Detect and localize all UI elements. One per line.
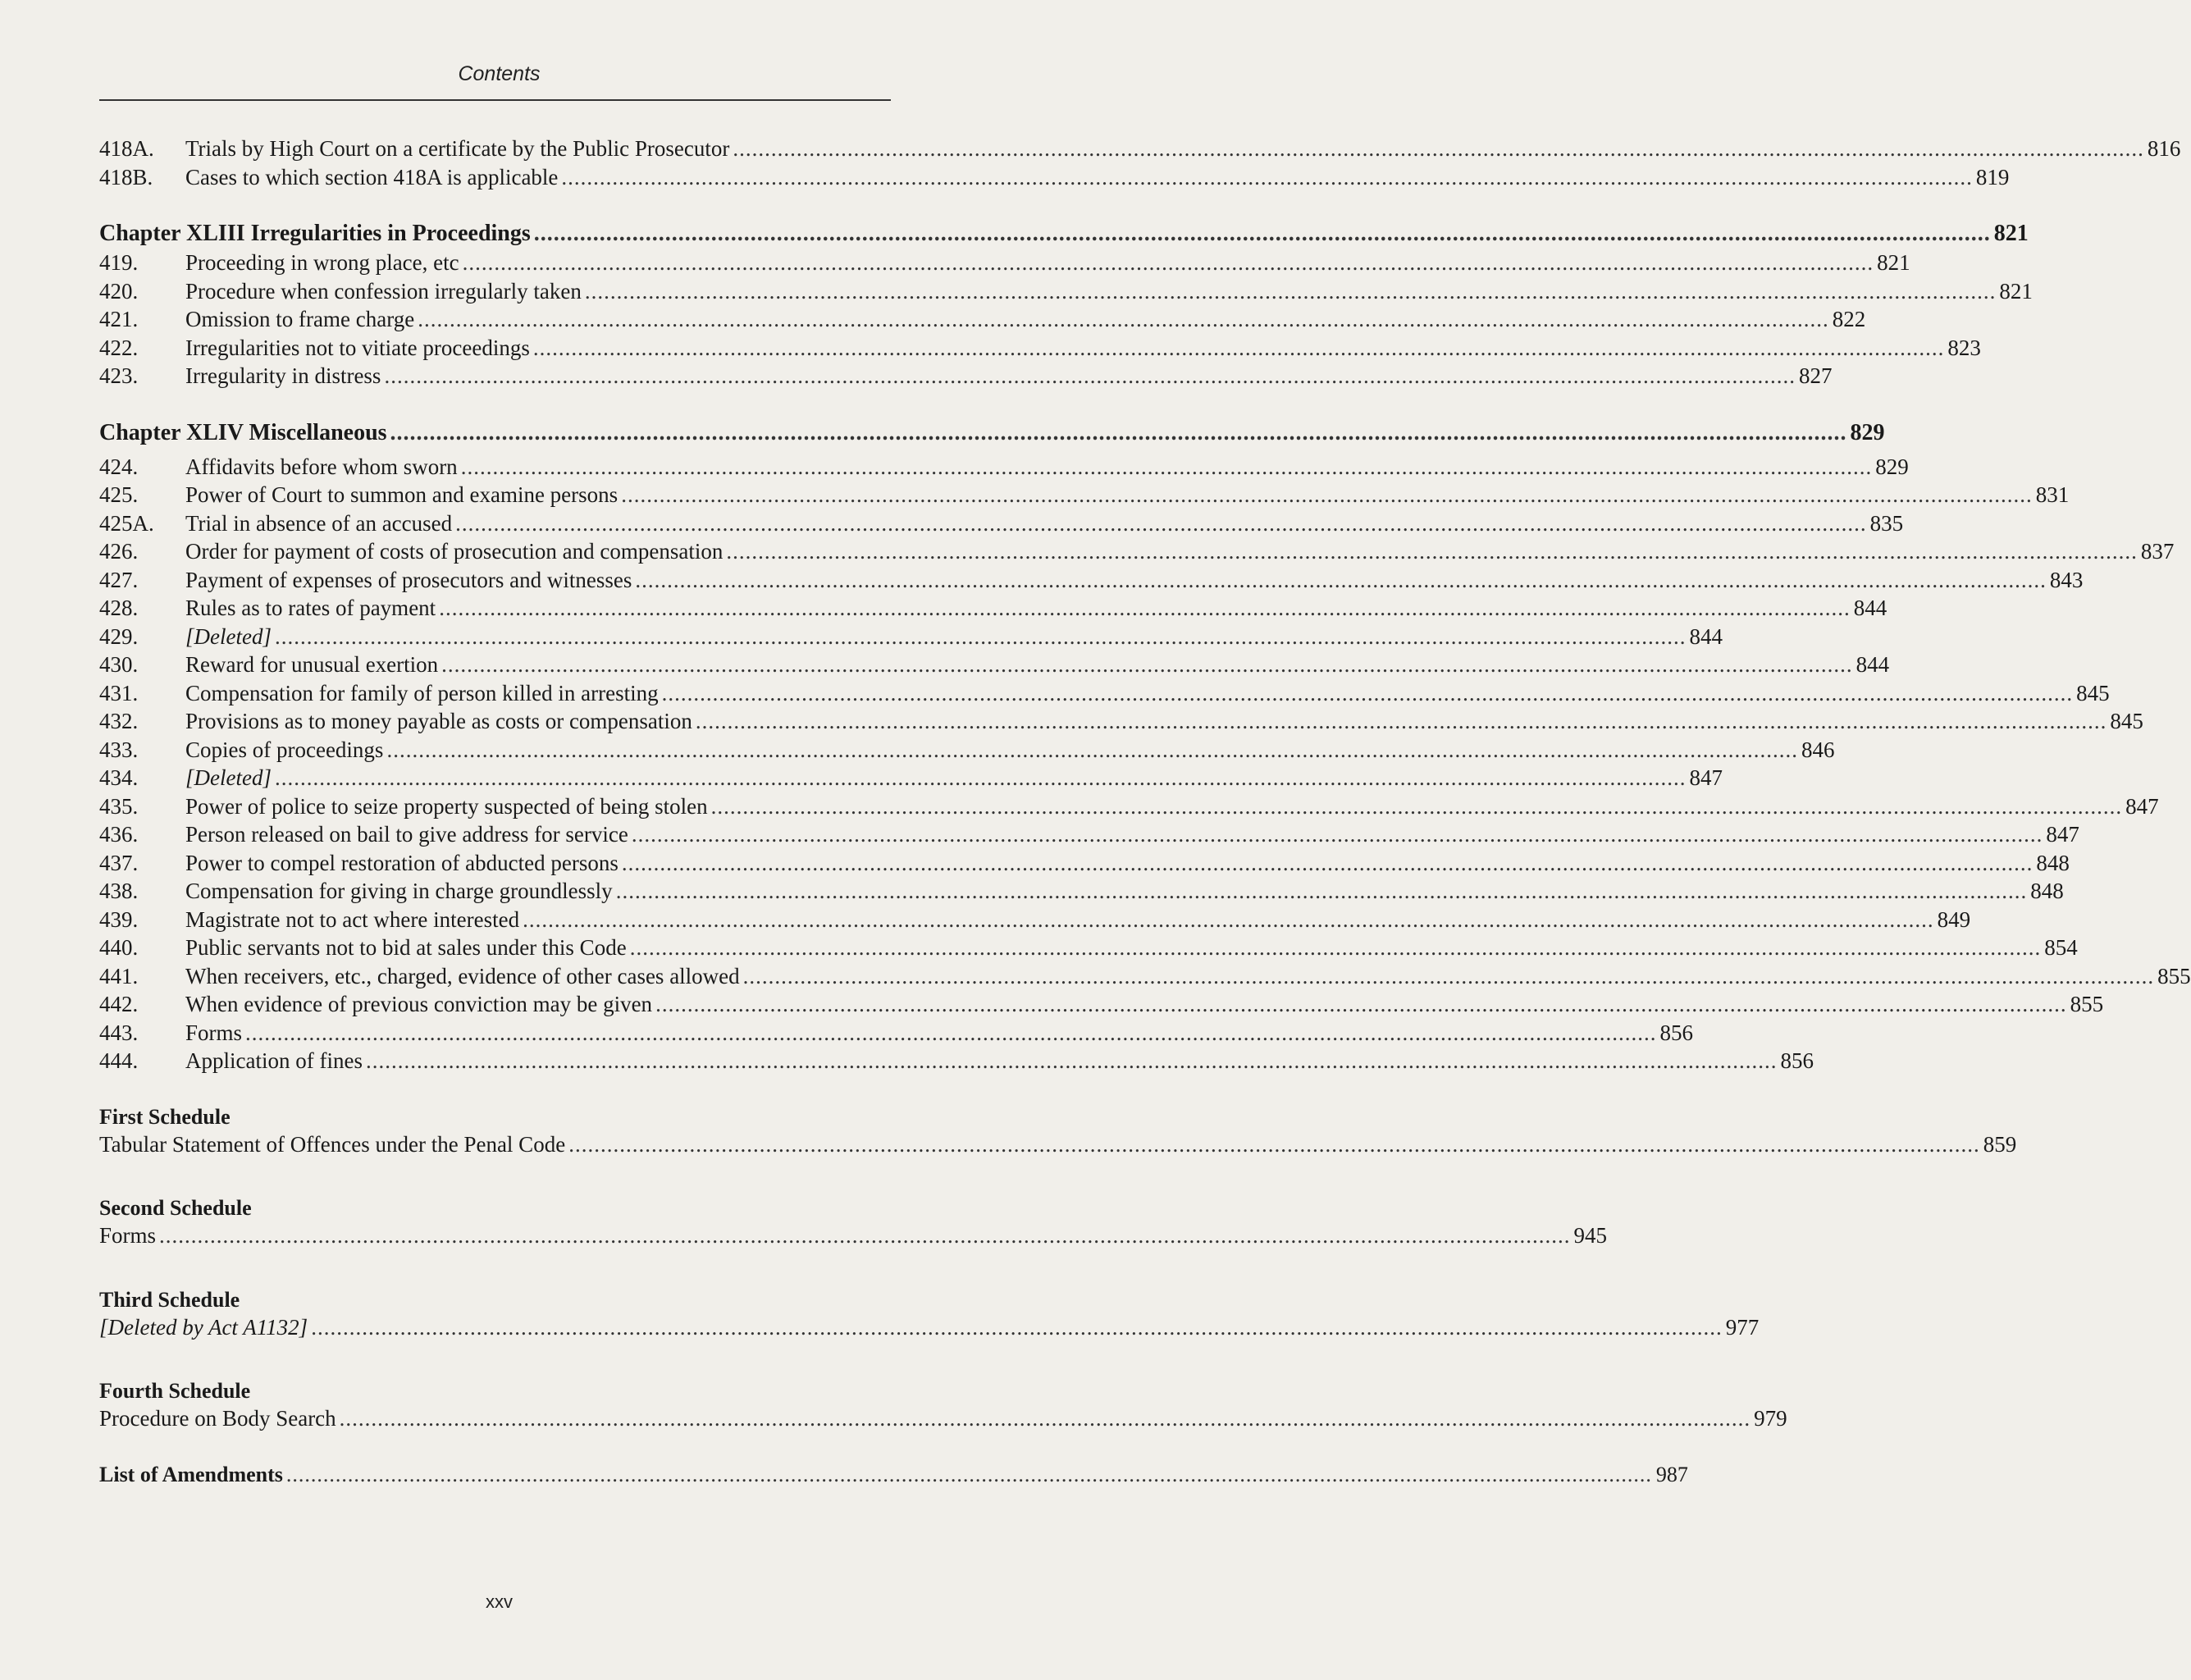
section-number: 434. <box>99 765 139 790</box>
section-title: Compensation for family of person killed in arresting <box>185 680 659 705</box>
schedule-heading: Second Schedule <box>99 1196 252 1220</box>
toc-entry <box>99 362 1833 390</box>
section-number: 437. <box>99 850 139 875</box>
section-title: Power to compel restoration of abducted persons <box>185 850 619 875</box>
page-number: 827 <box>1798 363 1833 388</box>
section-number: 425A. <box>99 510 154 536</box>
section-number: 442. <box>99 992 139 1016</box>
leader-dots: .............................................................................................................................................................................................................................. <box>621 850 2034 875</box>
page-number: 979 <box>1754 1406 1787 1431</box>
section-number: 433. <box>99 737 139 762</box>
section-number: 420. <box>99 278 139 304</box>
section-number: 429. <box>99 623 139 649</box>
toc-entry <box>99 849 2070 878</box>
page-number-footer: xxv <box>486 1591 513 1612</box>
section-title: When receivers, etc., charged, evidence of other cases allowed <box>185 963 740 988</box>
leader-dots: .............................................................................................................................................................................................................................. <box>523 906 1934 932</box>
leader-dots: .............................................................................................................................................................................................................................. <box>245 1020 1657 1045</box>
section-number: 421. <box>99 307 139 331</box>
section-number: 444. <box>99 1048 139 1073</box>
toc-entry <box>99 623 1723 651</box>
section-title: Irregularities not to vitiate proceedings <box>185 335 530 360</box>
leader-dots: .............................................................................................................................................................................................................................. <box>635 567 2047 592</box>
schedules-list <box>99 1075 2017 1433</box>
schedule-heading: Third Schedule <box>99 1287 240 1312</box>
section-number: 422. <box>99 335 139 360</box>
section-title: Power of Court to summon and examine persons <box>185 482 619 507</box>
section-number: 419. <box>99 250 139 275</box>
schedule-heading: Fourth Schedule <box>99 1379 251 1403</box>
leader-dots: .............................................................................................................................................................................................................................. <box>584 278 1997 304</box>
toc-entry <box>99 820 2079 849</box>
page-number: 845 <box>2076 680 2110 705</box>
leader-dots: .............................................................................................................................................................................................................................. <box>710 793 2123 819</box>
leader-dots: .............................................................................................................................................................................................................................. <box>655 992 2067 1016</box>
section-title: Forms <box>185 1020 243 1045</box>
toc-entry <box>99 736 1835 765</box>
page-number: 844 <box>1853 596 1887 620</box>
list-of-amendments-row: List of Amendments .............................................................................................................................................................................................................................. 987 <box>99 1462 1688 1486</box>
leader-dots: .............................................................................................................................................................................................................................. <box>532 335 1945 360</box>
leader-dots: .............................................................................................................................................................................................................................. <box>742 963 2155 988</box>
section-number: 439. <box>99 906 139 932</box>
leader-dots: .............................................................................................................................................................................................................................. <box>615 879 2028 903</box>
leader-dots: .............................................................................................................................................................................................................................. <box>733 136 2144 161</box>
section-title: When evidence of previous conviction may be given <box>185 992 653 1016</box>
schedule-title: Procedure on Body Search <box>99 1406 336 1431</box>
toc-entry <box>99 962 2191 991</box>
leader-dots: .............................................................................................................................................................................................................................. <box>462 250 1874 275</box>
page-number: 822 <box>1832 307 1866 331</box>
toc-entry <box>99 481 2070 509</box>
section-title: Provisions as to money payable as costs or compensation <box>185 709 692 733</box>
page-number: 846 <box>1801 737 1835 762</box>
page-number: 831 <box>2035 482 2070 507</box>
section-title: Rules as to rates of payment <box>185 596 436 620</box>
section-group-418 <box>99 135 2181 191</box>
leader-dots: .............................................................................................................................................................................................................................. <box>418 307 1829 331</box>
section-group-chapter-44 <box>99 453 2191 1075</box>
page-number: 856 <box>1659 1020 1694 1045</box>
section-title: Reward for unusual exertion <box>185 652 439 677</box>
toc-entry <box>99 453 1909 482</box>
section-title: Magistrate not to act where interested <box>185 906 520 932</box>
leader-dots: .............................................................................................................................................................................................................................. <box>311 1314 1723 1340</box>
section-title: Trials by High Court on a certificate by the Public Prosecutor <box>185 136 730 161</box>
page-number: 848 <box>2036 850 2070 875</box>
section-number: 418A. <box>99 136 154 161</box>
header-rule <box>99 99 891 101</box>
toc-entry <box>99 163 2010 192</box>
section-title: Trial in absence of an accused <box>185 510 453 536</box>
page-number: 844 <box>1689 623 1723 649</box>
section-title: Omission to frame charge <box>185 307 415 331</box>
section-number: 440. <box>99 935 139 960</box>
section-title: Proceeding in wrong place, etc <box>185 250 459 275</box>
section-number: 428. <box>99 596 139 620</box>
page-number: 823 <box>1947 335 1981 360</box>
running-header: Contents <box>458 62 541 85</box>
section-title: [Deleted] <box>185 765 272 790</box>
leader-dots: .............................................................................................................................................................................................................................. <box>441 652 1853 677</box>
page-number: 977 <box>1725 1314 1760 1340</box>
page-number: 849 <box>1937 906 1971 932</box>
leader-dots: .............................................................................................................................................................................................................................. <box>455 510 1867 536</box>
leader-dots: .............................................................................................................................................................................................................................. <box>386 737 1798 762</box>
schedule-title: [Deleted by Act A1132] <box>99 1314 308 1340</box>
toc-entry <box>99 679 2110 708</box>
page-number: 855 <box>2070 992 2104 1016</box>
leader-dots: .............................................................................................................................................................................................................................. <box>384 363 1796 388</box>
page-number: 819 <box>1975 164 2010 189</box>
leader-dots: .............................................................................................................................................................................................................................. <box>460 454 1873 479</box>
toc-entry <box>99 566 2084 595</box>
page-number: 816 <box>2147 136 2181 161</box>
leader-dots: .............................................................................................................................................................................................................................. <box>339 1406 1751 1431</box>
page-number: 835 <box>1869 510 1904 536</box>
section-number: 435. <box>99 793 139 819</box>
page-number: 845 <box>2110 709 2143 733</box>
leader-dots: .............................................................................................................................................................................................................................. <box>726 539 2138 564</box>
section-title: Cases to which section 418A is applicable <box>185 164 559 189</box>
contents-list <box>99 135 2191 1488</box>
schedule-entry <box>99 1130 2017 1159</box>
page-number: 821 <box>1999 278 2033 304</box>
section-number: 418B. <box>99 164 153 189</box>
section-group-chapter-43 <box>99 249 2033 390</box>
leader-dots: .............................................................................................................................................................................................................................. <box>621 482 2033 507</box>
toc-entry <box>99 906 1971 934</box>
toc-entry <box>99 1019 1694 1048</box>
toc-entry <box>99 792 2159 821</box>
toc-entry <box>99 249 1910 277</box>
section-number: 426. <box>99 539 139 564</box>
toc-entry <box>99 1047 1814 1075</box>
toc-entry <box>99 651 1890 679</box>
page-number: 854 <box>2044 935 2078 960</box>
section-number: 441. <box>99 963 139 988</box>
section-number: 431. <box>99 680 139 705</box>
toc-entry <box>99 509 1904 538</box>
section-number: 443. <box>99 1020 139 1045</box>
toc-entry <box>99 537 2175 566</box>
section-title: Application of fines <box>185 1048 363 1073</box>
leader-dots: .............................................................................................................................................................................................................................. <box>439 596 1851 620</box>
section-title: Affidavits before whom sworn <box>185 454 458 479</box>
section-title: Copies of proceedings <box>185 737 384 762</box>
leader-dots: .............................................................................................................................................................................................................................. <box>159 1223 1571 1248</box>
page-number: 847 <box>2125 793 2159 819</box>
leader-dots: .............................................................................................................................................................................................................................. <box>631 822 2043 847</box>
section-number: 425. <box>99 482 139 507</box>
schedule-entry <box>99 1404 1787 1433</box>
page-number: 843 <box>2049 567 2084 592</box>
section-number: 436. <box>99 822 139 847</box>
page-number: 855 <box>2157 963 2191 988</box>
schedule-entry <box>99 1313 1760 1342</box>
toc-entry <box>99 135 2181 163</box>
page-number: 829 <box>1875 454 1909 479</box>
leader-dots: .............................................................................................................................................................................................................................. <box>561 164 1973 189</box>
toc-entry <box>99 594 1887 623</box>
leader-dots: .............................................................................................................................................................................................................................. <box>274 623 1687 649</box>
toc-entry <box>99 277 2033 306</box>
leader-dots: .............................................................................................................................................................................................................................. <box>274 765 1687 790</box>
toc-entry <box>99 707 2143 736</box>
toc-entry <box>99 934 2078 962</box>
page-number: 945 <box>1573 1223 1608 1248</box>
leader-dots: .............................................................................................................................................................................................................................. <box>568 1131 1980 1157</box>
leader-dots: .............................................................................................................................................................................................................................. <box>661 680 2074 705</box>
schedule-entry <box>99 1221 1608 1250</box>
page-number: 848 <box>2030 879 2064 903</box>
leader-dots: .............................................................................................................................................................................................................................. <box>629 935 2042 960</box>
page-number: 847 <box>1689 765 1723 790</box>
schedule-heading: First Schedule <box>99 1104 231 1129</box>
section-title: Compensation for giving in charge groundlessly <box>185 879 613 903</box>
section-number: 438. <box>99 879 139 903</box>
page-number: 837 <box>2140 539 2175 564</box>
section-number: 423. <box>99 363 139 388</box>
toc-entry <box>99 305 1866 334</box>
page-number: 856 <box>1780 1048 1814 1073</box>
section-title: Procedure when confession irregularly taken <box>185 278 582 304</box>
section-title: Power of police to seize property suspected of being stolen <box>185 793 708 819</box>
section-number: 432. <box>99 709 139 733</box>
section-title: [Deleted] <box>185 623 272 649</box>
chapter-44-heading: Chapter XLIV Miscellaneous .............................................................................................................................................................................................................................. 829 <box>99 419 1885 445</box>
schedule-title: Forms <box>99 1223 157 1248</box>
toc-entry <box>99 877 2064 906</box>
page-number: 821 <box>1877 250 1910 275</box>
toc-entry <box>99 990 2104 1019</box>
leader-dots: .............................................................................................................................................................................................................................. <box>695 709 2107 733</box>
page-number: 847 <box>2046 822 2079 847</box>
page-number: 844 <box>1856 652 1890 677</box>
section-title: Public servants not to bid at sales under this Code <box>185 935 627 960</box>
leader-dots: .............................................................................................................................................................................................................................. <box>365 1048 1778 1073</box>
section-title: Person released on bail to give address for service <box>185 822 628 847</box>
schedule-title: Tabular Statement of Offences under the Penal Code <box>99 1131 566 1157</box>
page-number: 859 <box>1983 1131 2017 1157</box>
chapter-43-heading: Chapter XLIII Irregularities in Proceedings .............................................................................................................................................................................................................................. 821 <box>99 221 2029 246</box>
toc-entry <box>99 334 1981 363</box>
section-number: 430. <box>99 652 139 677</box>
section-title: Irregularity in distress <box>185 363 381 388</box>
toc-entry <box>99 764 1723 792</box>
section-title: Order for payment of costs of prosecution and compensation <box>185 539 723 564</box>
section-number: 427. <box>99 567 139 592</box>
section-number: 424. <box>99 454 139 479</box>
section-title: Payment of expenses of prosecutors and witnesses <box>185 567 632 592</box>
